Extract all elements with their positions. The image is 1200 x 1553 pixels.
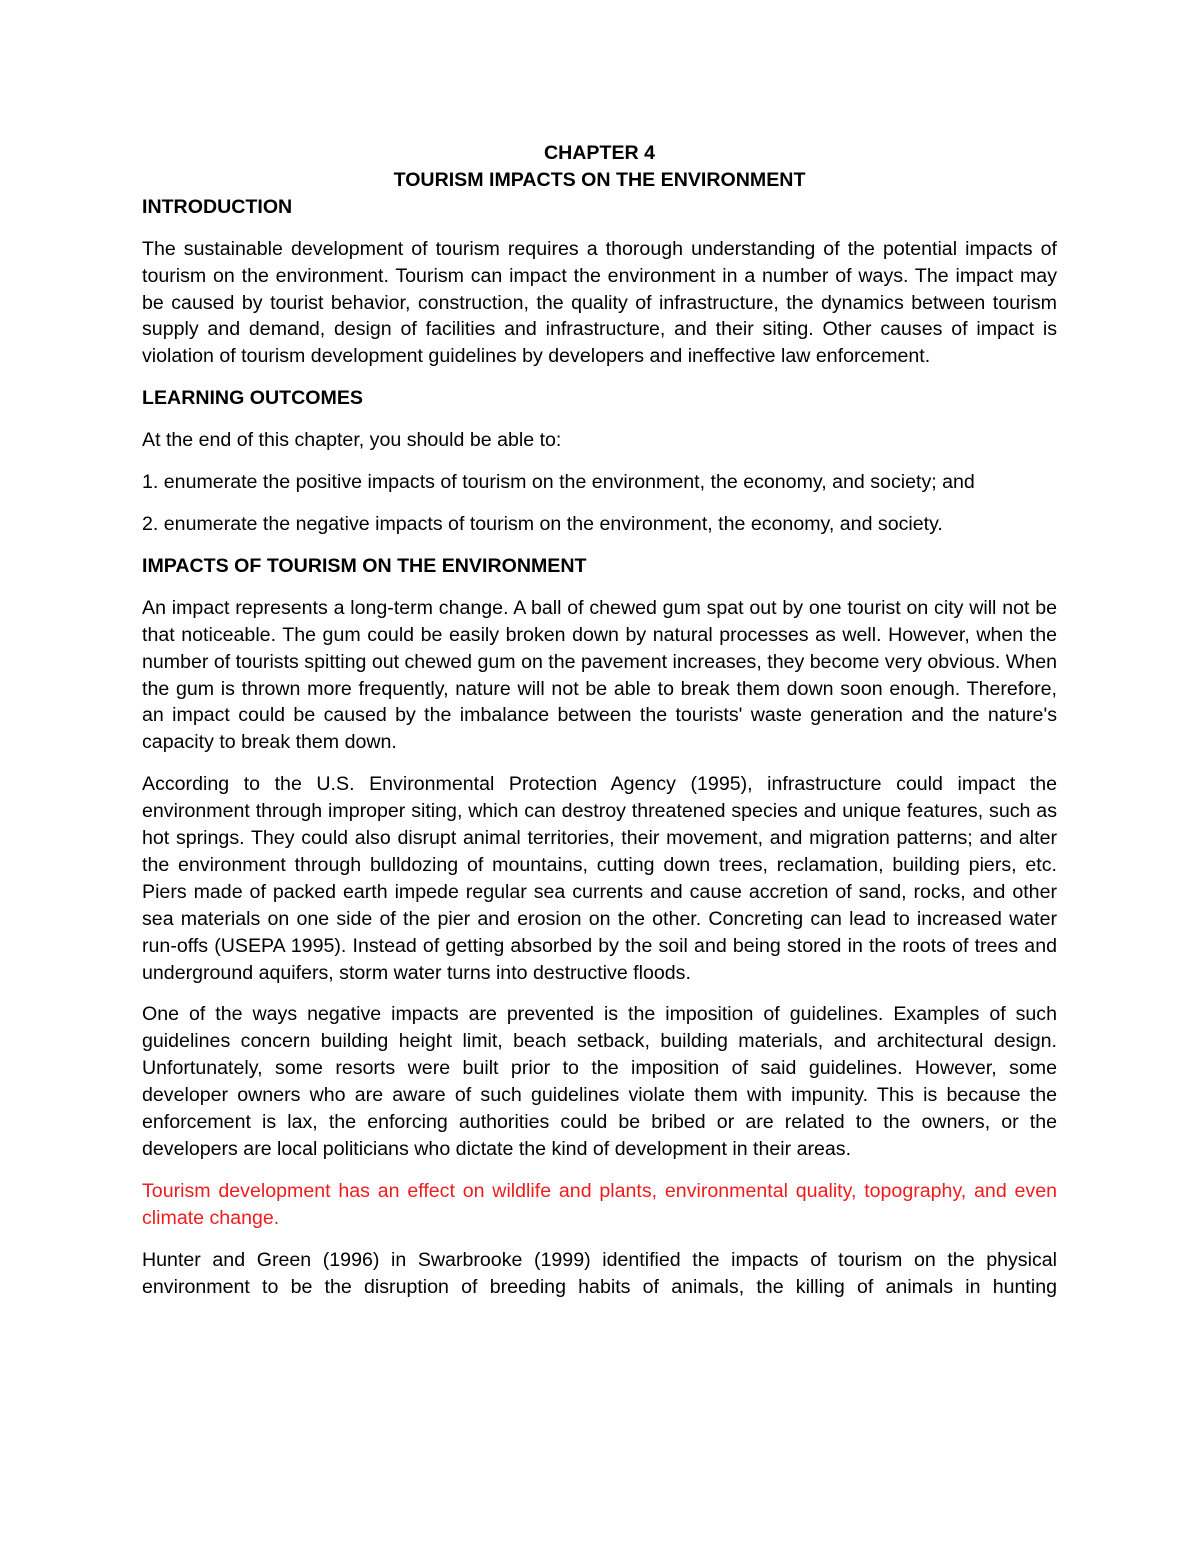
learning-outcome-item-2: 2. enumerate the negative impacts of tourism on the environment, the economy, and society. xyxy=(142,512,943,535)
chapter-number: CHAPTER 4 xyxy=(543,142,656,164)
learning-outcomes-heading: LEARNING OUTCOMES xyxy=(142,387,363,410)
introduction-heading: INTRODUCTION xyxy=(142,195,293,218)
impacts-paragraph-1: An impact represents a long-term change. A ball of chewed gum spat out by one tourist on city will not be that noticeable. The gum could be easily broken down by natural processes as well. However, when the number of tourists spitting out chewed gum on the pavement increases, they become very obvious. When the gum is thrown more frequently, nature will not be able to break them down soon enough. Therefore, an impact could be caused by the imbalance between the tourists' waste generation and the nature's capacity to break them down. xyxy=(142,596,1057,754)
introduction-paragraph: The sustainable development of tourism requires a thorough understanding of the potential impacts of tourism on the environment. Tourism can impact the environment in a number of ways. The impact may be caused by tourist behavior, construction, the quality of infrastructure, the dynamics between tourism supply and demand, design of facilities and infrastructure, and their siting. Other causes of impact is violation of tourism development guidelines by developers and ineffective law enforcement. xyxy=(142,237,1057,368)
document-page xyxy=(142,140,1057,1301)
chapter-title: TOURISM IMPACTS ON THE ENVIRONMENT xyxy=(393,168,806,191)
highlighted-statement: Tourism development has an effect on wildlife and plants, environmental quality, topography, and even climate change. xyxy=(142,1179,1057,1229)
impacts-paragraph-2: According to the U.S. Environmental Protection Agency (1995), infrastructure could impact the environment through improper siting, which can destroy threatened species and unique features, such as hot springs. They could also disrupt animal territories, their movement, and migration patterns; and alter the environment through bulldozing of mountains, cutting down trees, reclamation, building piers, etc. Piers made of packed earth impede regular sea currents and cause accretion of sand, rocks, and other sea materials on one side of the pier and erosion on the other. Concreting can lead to increased water run-offs (USEPA 1995). Instead of getting absorbed by the soil and being stored in the roots of trees and underground aquifers, storm water turns into destructive floods. xyxy=(142,773,1057,984)
learning-outcomes-lead: At the end of this chapter, you should be able to: xyxy=(142,429,562,452)
impacts-paragraph-4: Hunter and Green (1996) in Swarbrooke (1999) identified the impacts of tourism on the physical environment to be the disruption of breeding habits of animals, the killing of animals in hunting xyxy=(142,1248,1057,1298)
impacts-paragraph-3: One of the ways negative impacts are prevented is the imposition of guidelines. Examples of such guidelines concern building height limit, beach setback, building materials, and architectural design. Unfortunately, some resorts were built prior to the imposition of said guidelines. However, some developer owners who are aware of such guidelines violate them with impunity. This is because the enforcement is lax, the enforcing authorities could be bribed or are related to the owners, or the developers are local politicians who dictate the kind of development in their areas. xyxy=(142,1003,1057,1160)
impacts-heading: IMPACTS OF TOURISM ON THE ENVIRONMENT xyxy=(142,554,587,577)
learning-outcome-item-1: 1. enumerate the positive impacts of tourism on the environment, the economy, and society; and xyxy=(142,471,975,494)
